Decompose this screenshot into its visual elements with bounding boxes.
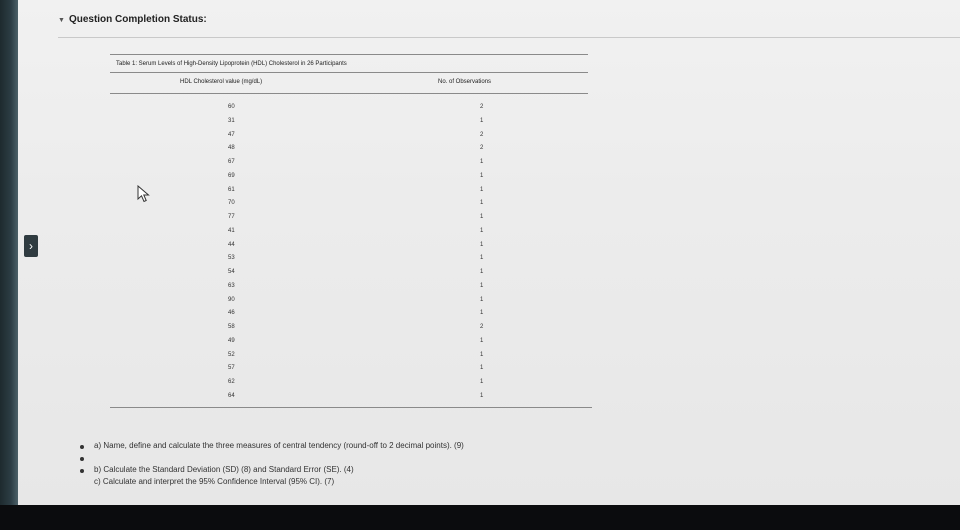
observation-count-cell: 1 <box>480 269 484 275</box>
observation-count-cell: 1 <box>480 282 484 289</box>
table-row <box>110 295 588 309</box>
table-row <box>110 336 588 350</box>
table-row <box>110 377 588 391</box>
question-text: c) Calculate and interpret the 95% Confidence Interval (95% CI). (7) <box>94 477 335 486</box>
hdl-value-cell: 60 <box>228 104 235 110</box>
table-row <box>110 308 588 322</box>
observation-count-cell: 1 <box>480 365 484 372</box>
table-row <box>110 212 588 226</box>
table-row <box>110 116 588 130</box>
table-row <box>110 226 588 240</box>
question-text: a) Name, define and calculate the three measures of central tendency (round-off to 2 decimal points). (9) <box>94 441 464 450</box>
header-observations: No. of Observations <box>438 79 492 85</box>
observation-count-cell: 1 <box>480 255 484 262</box>
table-row <box>110 198 588 212</box>
observation-count-cell: 1 <box>480 172 484 179</box>
screen <box>18 0 960 505</box>
triangle-down-icon: ▼ <box>58 17 65 24</box>
table-row <box>110 391 588 405</box>
observation-count-cell: 1 <box>480 200 484 207</box>
hdl-value-cell: 61 <box>228 186 235 193</box>
table-row <box>110 281 588 295</box>
observation-count-cell: 1 <box>480 392 484 399</box>
table-row <box>110 267 588 281</box>
hdl-value-cell: 53 <box>228 255 235 262</box>
table-row <box>110 143 588 157</box>
observation-count-cell: 1 <box>480 296 484 303</box>
table-row <box>110 322 588 336</box>
observation-count-cell: 1 <box>480 117 484 124</box>
hdl-value-cell: 77 <box>228 214 235 220</box>
table-row <box>110 253 588 267</box>
divider <box>58 37 960 38</box>
hdl-value-cell: 31 <box>228 117 235 124</box>
bullet-dot-icon <box>80 469 84 473</box>
table-body <box>110 94 588 405</box>
table-bottom-rule <box>110 407 592 408</box>
table-row <box>110 130 588 144</box>
observation-count-cell: 1 <box>480 186 484 193</box>
observation-count-cell: 2 <box>480 104 484 110</box>
question-completion-status[interactable]: ▼ Question Completion Status: <box>58 14 207 25</box>
chevron-right-icon[interactable]: › <box>24 235 38 257</box>
observation-count-cell: 1 <box>480 159 484 165</box>
hdl-value-cell: 63 <box>228 282 235 289</box>
observation-count-cell: 1 <box>480 214 484 220</box>
photo-left-edge <box>0 0 18 505</box>
observation-count-cell: 1 <box>480 351 484 358</box>
table-row <box>110 363 588 377</box>
observation-count-cell: 1 <box>480 227 484 234</box>
hdl-value-cell: 67 <box>228 159 235 165</box>
table-row <box>110 171 588 185</box>
table-row <box>110 102 588 116</box>
table-row <box>110 157 588 171</box>
hdl-value-cell: 52 <box>228 351 235 358</box>
hdl-value-cell: 69 <box>228 172 235 179</box>
hdl-value-cell: 48 <box>228 145 235 152</box>
observation-count-cell: 2 <box>480 145 484 152</box>
hdl-value-cell: 58 <box>228 324 235 330</box>
bullet-dot-icon <box>80 445 84 449</box>
observation-count-cell: 1 <box>480 241 484 248</box>
table-row <box>110 185 588 199</box>
hdl-value-cell: 47 <box>228 131 235 138</box>
hdl-value-cell: 54 <box>228 269 235 275</box>
hdl-value-cell: 70 <box>228 200 235 207</box>
mouse-pointer-icon <box>137 185 151 203</box>
hdl-value-cell: 57 <box>228 365 235 372</box>
hdl-value-cell: 46 <box>228 310 235 317</box>
hdl-value-cell: 44 <box>228 241 235 248</box>
observation-count-cell: 1 <box>480 337 484 344</box>
table-caption: Table 1: Serum Levels of High-Density Lipoprotein (HDL) Cholesterol in 26 Participants <box>116 61 347 67</box>
table-header <box>110 73 588 93</box>
hdl-value-cell: 90 <box>228 296 235 303</box>
photo-bottom-edge <box>0 505 960 530</box>
header-hdl-value: HDL Cholesterol value (mg/dL) <box>180 79 263 85</box>
observation-count-cell: 2 <box>480 131 484 138</box>
hdl-value-cell: 41 <box>228 227 235 234</box>
hdl-value-cell: 64 <box>228 392 235 399</box>
bullet-dot-icon <box>80 457 84 461</box>
hdl-value-cell: 49 <box>228 337 235 344</box>
observation-count-cell: 1 <box>480 310 484 317</box>
hdl-table <box>110 54 588 408</box>
hdl-value-cell: 62 <box>228 379 235 385</box>
observation-count-cell: 2 <box>480 324 484 330</box>
table-row <box>110 240 588 254</box>
observation-count-cell: 1 <box>480 379 484 385</box>
question-text: b) Calculate the Standard Deviation (SD) (8) and Standard Error (SE). (4) <box>94 465 354 474</box>
table-row <box>110 350 588 364</box>
